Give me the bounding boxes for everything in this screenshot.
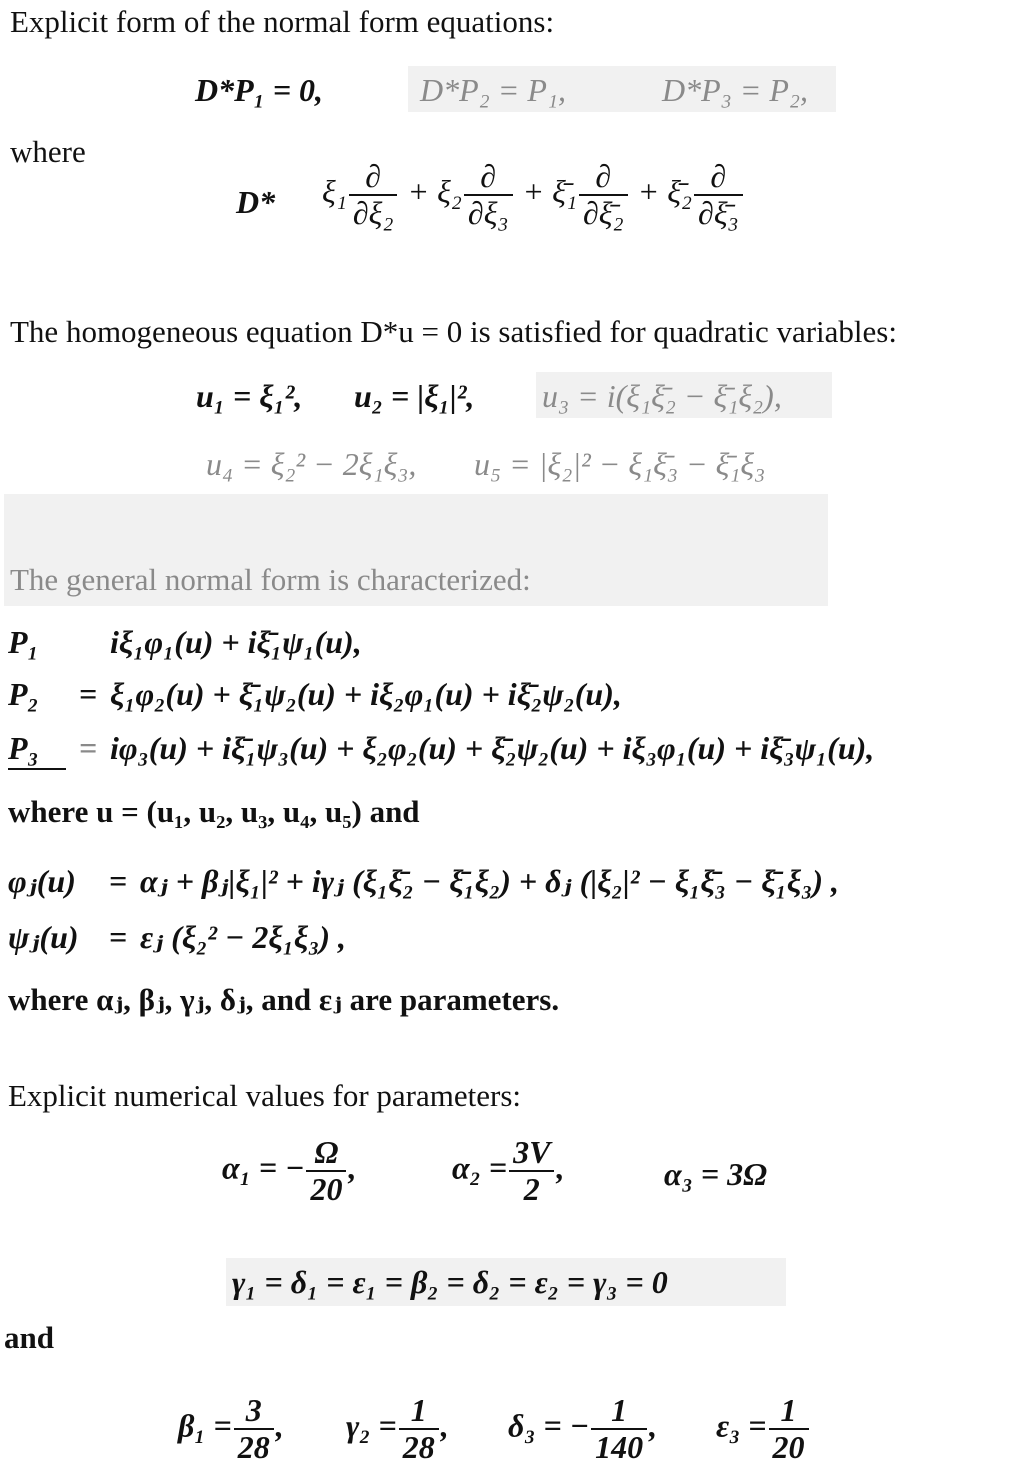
- u1-def: u₁ = ξ₁²,: [196, 378, 303, 414]
- u3-def: u₃ = i(ξ₁ξ̄₂ − ξ̄₁ξ₂),: [542, 378, 782, 414]
- eq-d-p2: D*P₂ = P₁,: [420, 72, 567, 108]
- fraction-3: $\frac{\partial}{\text{∂ξ̄₂}}$: [579, 160, 628, 231]
- where-u-line: where u = (u₁, u₂, u₃, u₄, u₅) and: [8, 794, 420, 829]
- fraction-2: $\frac{\partial}{\text{∂ξ₃}}$: [464, 160, 513, 231]
- epsilon3-value: ε₃ = $\frac{1}{20}$: [716, 1394, 811, 1465]
- p1-equation: P₁ iξ₁φ₁(u) + iξ̄₁ψ₁(u),: [8, 624, 362, 660]
- dstar-expansion: [322, 160, 745, 231]
- eq-d-p1: D*P₁ = 0,: [195, 72, 324, 108]
- alpha3-value: α₃ = 3Ω: [664, 1156, 767, 1192]
- p2-equation: P₂ = ξ₁φ₂(u) + ξ̄₁ψ₂(u) + iξ₂φ₁(u) + iξ̄₂ψ₂(u),: [8, 676, 622, 712]
- gamma2-value: γ₂ = $\frac{1}{28}$ ,: [346, 1392, 449, 1465]
- u5-def: u₅ = |ξ₂|² − ξ₁ξ̄₃ − ξ̄₁ξ₃: [474, 446, 766, 482]
- beta1-value: β₁ = $\frac{3}{28}$ ,: [178, 1392, 284, 1465]
- u4-def: u₄ = ξ₂² − 2ξ₁ξ₃,: [206, 446, 417, 482]
- homogeneous-heading: The homogeneous equation D*u = 0 is satisfied for quadratic variables:: [10, 314, 897, 349]
- term-4: + ξ̄₂: [637, 173, 693, 210]
- phi-equation: φⱼ(u) = αⱼ + βⱼ|ξ₁|² + iγⱼ (ξ₁ξ̄₂ − ξ̄₁ξ₂) + δⱼ (|ξ₂|² − ξ₁ξ̄₃ − ξ̄₁ξ₃) ,: [8, 863, 839, 899]
- eq-d-p3: D*P₃ = P₂,: [662, 72, 809, 108]
- u2-def: u₂ = |ξ₁|²,: [354, 378, 475, 414]
- fraction-1: $\frac{\partial}{\text{∂ξ₂}}$: [349, 160, 398, 231]
- delta3-value: δ₃ = − $\frac{1}{140}$ ,: [508, 1392, 658, 1465]
- zero-parameters: γ₁ = δ₁ = ε₁ = β₂ = δ₂ = ε₂ = γ₃ = 0: [232, 1264, 668, 1300]
- and-label: and: [4, 1320, 54, 1355]
- term-2: + ξ₂: [407, 173, 462, 210]
- dstar-symbol: D*: [236, 184, 276, 220]
- term-3: + ξ̄₁: [522, 173, 577, 210]
- general-normal-form-heading: The general normal form is characterized:: [10, 562, 531, 597]
- term-1: ξ₁: [322, 173, 347, 210]
- fraction-4: $\frac{\partial}{\text{∂ξ̄₃}}$: [694, 160, 743, 231]
- normal-form-heading: Explicit form of the normal form equations:: [10, 4, 555, 39]
- numerical-values-heading: Explicit numerical values for parameters:: [8, 1078, 522, 1113]
- alpha1-value: α₁ = − $\frac{\Omega}{20}$ ,: [222, 1134, 357, 1207]
- where-label: where: [10, 134, 86, 169]
- alpha2-value: α₂ = $\frac{3V}{2}$ ,: [452, 1134, 565, 1207]
- parameters-line: where αⱼ, βⱼ, γⱼ, δⱼ, and εⱼ are parameters.: [8, 982, 560, 1017]
- psi-equation: ψⱼ(u) = εⱼ (ξ₂² − 2ξ₁ξ₃) ,: [8, 919, 347, 955]
- p3-equation: P₃ = iφ₃(u) + iξ̄₁ψ₃(u) + ξ₂φ₂(u) + ξ̄₂ψ₂(u) + iξ₃φ₁(u) + iξ̄₃ψ₁(u),: [8, 730, 874, 770]
